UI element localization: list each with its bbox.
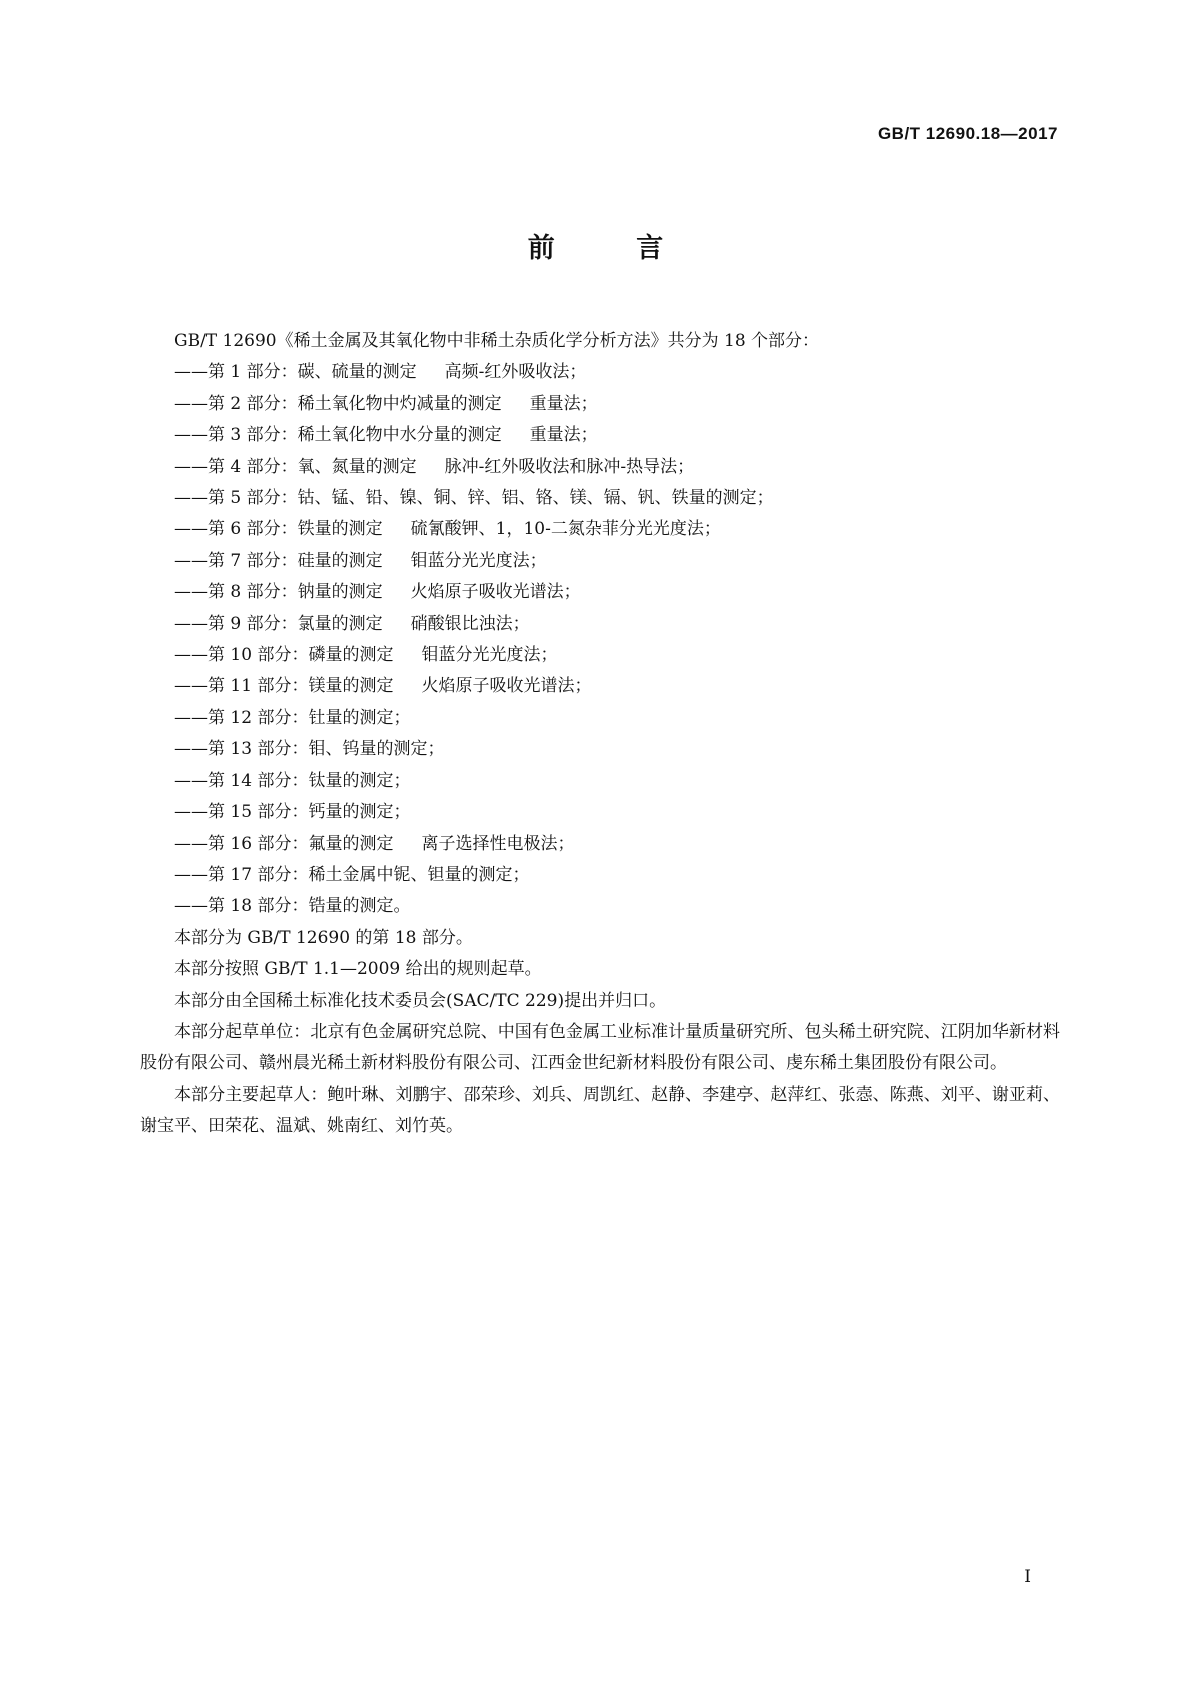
part-label: ——第 4 部分：	[174, 456, 298, 477]
part-label: ——第 14 部分：	[174, 770, 309, 791]
part-label: ——第 11 部分：	[174, 676, 309, 697]
part-name: 钍量的测定；	[308, 707, 411, 728]
part-name: 硅量的测定	[297, 550, 383, 571]
part-name: 钛量的测定；	[308, 770, 411, 791]
part-name: 氯量的测定	[297, 613, 383, 634]
part-label: ——第 2 部分：	[174, 393, 298, 414]
part-label: ——第 18 部分：	[174, 896, 309, 917]
part-label: ——第 13 部分：	[174, 739, 309, 760]
part-name: 钼、钨量的测定；	[308, 739, 445, 760]
part-name: 铁量的测定	[297, 519, 383, 540]
list-item	[140, 829, 1060, 860]
part-label: ——第 12 部分：	[174, 707, 309, 728]
part-name: 氟量的测定	[308, 833, 394, 854]
drafters-paragraph: 本部分主要起草人：鲍叶琳、刘鹏宇、邵荣珍、刘兵、周凯红、赵静、李建亭、赵萍红、张悫、陈燕、刘平、谢亚莉、谢宝平、田荣花、温斌、姚南红、刘竹英。	[140, 1084, 1060, 1137]
part-method: 硫氰酸钾、1，10-二氮杂菲分光光度法；	[410, 519, 721, 540]
list-item	[140, 514, 1060, 545]
part-name: 钴、锰、铅、镍、铜、锌、铝、铬、镁、镉、钒、铁量的测定；	[297, 488, 774, 509]
part-name: 磷量的测定	[308, 645, 394, 666]
list-item	[140, 891, 1060, 922]
list-item	[140, 420, 1060, 451]
part-name: 钙量的测定；	[308, 802, 411, 823]
part-label: ——第 3 部分：	[174, 425, 298, 446]
part-method: 钼蓝分光光度法；	[410, 550, 547, 571]
part-label: ——第 17 部分：	[174, 864, 309, 885]
list-item	[140, 640, 1060, 671]
part-name: 稀土金属中铌、钽量的测定；	[308, 864, 530, 885]
list-item	[140, 766, 1060, 797]
part-label: ——第 6 部分：	[174, 519, 298, 540]
drafting-units-paragraph: 本部分起草单位：北京有色金属研究总院、中国有色金属工业标准计量质量研究所、包头稀土研究院、江阴加华新材料股份有限公司、赣州晨光稀土新材料股份有限公司、江西金世纪新材料股份有限公司、虔东稀土集团股份有限公司。	[140, 1021, 1060, 1074]
part-label: ——第 16 部分：	[174, 833, 309, 854]
part-label: ——第 9 部分：	[174, 613, 298, 634]
list-item	[140, 577, 1060, 608]
part-label: ——第 5 部分：	[174, 488, 298, 509]
proposed-by-paragraph: 本部分由全国稀土标准化技术委员会(SAC/TC 229)提出并归口。	[174, 990, 667, 1011]
part-method: 火焰原子吸收光谱法；	[410, 582, 581, 603]
part-name: 碳、硫量的测定	[297, 362, 417, 383]
standard-code: GB/T 12690.18—2017	[877, 124, 1058, 143]
list-item	[140, 389, 1060, 420]
part-method: 硝酸银比浊法；	[410, 613, 530, 634]
list-item	[140, 483, 1060, 514]
page-number: I	[1024, 1567, 1031, 1587]
part-label: ——第 7 部分：	[174, 550, 298, 571]
part-name: 氧、氮量的测定	[297, 456, 417, 477]
page-title: 前 言	[527, 233, 700, 264]
part-label: ——第 8 部分：	[174, 582, 298, 603]
part-method: 钼蓝分光光度法；	[421, 645, 558, 666]
part-name: 稀土氧化物中灼减量的测定	[297, 393, 502, 414]
part-method: 脉冲-红外吸收法和脉冲-热导法；	[444, 456, 695, 477]
list-item	[140, 357, 1060, 388]
parts-list	[140, 357, 1060, 922]
list-item	[140, 609, 1060, 640]
part-method: 重量法；	[529, 425, 598, 446]
list-item	[140, 546, 1060, 577]
list-item	[140, 734, 1060, 765]
part-name: 镁量的测定	[308, 676, 394, 697]
list-item	[140, 860, 1060, 891]
part-method: 高频-红外吸收法；	[444, 362, 587, 383]
foreword-body	[140, 326, 1060, 1143]
part-name: 稀土氧化物中水分量的测定	[297, 425, 502, 446]
part-method: 重量法；	[529, 393, 598, 414]
part-of-paragraph: 本部分为 GB/T 12690 的第 18 部分。	[174, 927, 473, 948]
drafting-rules-paragraph: 本部分按照 GB/T 1.1—2009 给出的规则起草。	[174, 959, 542, 980]
part-label: ——第 1 部分：	[174, 362, 298, 383]
list-item	[140, 703, 1060, 734]
list-item	[140, 452, 1060, 483]
list-item	[140, 671, 1060, 702]
part-name: 锆量的测定。	[308, 896, 411, 917]
part-label: ——第 10 部分：	[174, 645, 309, 666]
part-name: 钠量的测定	[297, 582, 383, 603]
part-method: 离子选择性电极法；	[421, 833, 575, 854]
part-method: 火焰原子吸收光谱法；	[421, 676, 592, 697]
list-item	[140, 797, 1060, 828]
part-label: ——第 15 部分：	[174, 802, 309, 823]
intro-paragraph: GB/T 12690《稀土金属及其氧化物中非稀土杂质化学分析方法》共分为 18 个部分：	[174, 331, 820, 351]
